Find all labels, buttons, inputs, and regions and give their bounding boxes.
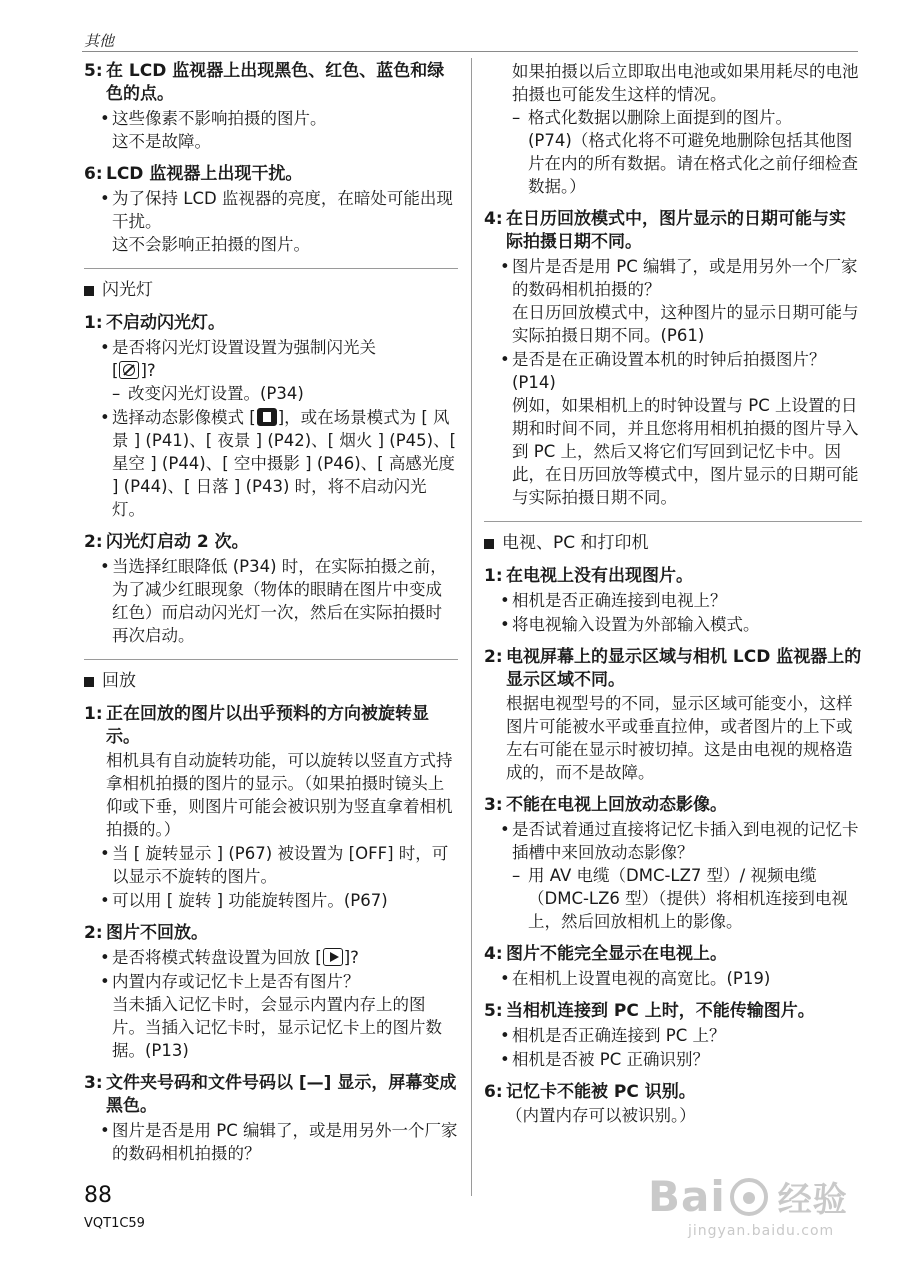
faq-sub-item: – 改变闪光灯设置。(P34)	[112, 384, 304, 403]
faq-question: 5: 当相机连接到 PC 上时，不能传输图片。	[484, 1001, 815, 1021]
faq-paragraph: 这不是故障。	[112, 132, 211, 151]
faq-bullet: • 这些像素不影响拍摄的图片。	[100, 109, 327, 128]
watermark-url: jingyan.baidu.com	[688, 1223, 835, 1239]
faq-question: 5: 在 LCD 监视器上出现黑色、红色、蓝色和绿色的点。	[84, 61, 445, 104]
faq-question: 6: 记忆卡不能被 PC 识别。	[484, 1082, 696, 1102]
section-rule	[484, 521, 862, 522]
faq-question: 1: 在电视上没有出现图片。	[484, 566, 693, 586]
flash-off-icon	[119, 361, 139, 379]
section-heading-playback: 回放	[84, 670, 458, 693]
faq-bullet: • 将电视输入设置为外部输入模式。	[500, 615, 760, 634]
faq-question: 2: 闪光灯启动 2 次。	[84, 532, 249, 552]
header-rule	[82, 51, 858, 52]
square-bullet-icon	[84, 677, 94, 687]
faq-bullet: • 图片是否是用 PC 编辑了，或是用另外一个厂家的数码相机拍摄的？	[500, 257, 858, 299]
faq-bullet: • 是否是在正确设置本机的时钟后拍摄图片？ (P14)	[500, 350, 826, 392]
square-bullet-icon	[84, 286, 94, 296]
faq-question: 3: 不能在电视上回放动态影像。	[484, 795, 727, 815]
faq-bullet: • 相机是否正确连接到 PC 上？	[500, 1026, 726, 1045]
section-rule	[84, 659, 458, 660]
square-bullet-icon	[484, 539, 494, 549]
faq-question: 1: 正在回放的图片以出乎预料的方向被旋转显示。	[84, 704, 429, 747]
faq-bullet: • 是否将闪光灯设置设置为强制闪光关 [ ]?	[100, 338, 376, 380]
right-column	[484, 60, 862, 1127]
faq-bullet: • 图片是否是用 PC 编辑了，或是用另外一个厂家的数码相机拍摄的？	[100, 1121, 458, 1163]
faq-bullet: • 相机是否被 PC 正确识别？	[500, 1050, 709, 1069]
section-rule	[84, 268, 458, 269]
faq-bullet: • 为了保持 LCD 监视器的亮度，在暗处可能出现干扰。	[100, 189, 453, 231]
watermark-logo: Bai 经验	[648, 1172, 848, 1221]
faq-paragraph: 当未插入记忆卡时，会显示内置内存上的图片。当插入记忆卡时，显示记忆卡上的图片数据。(P13)	[112, 995, 442, 1060]
section-heading-tv-pc-printer: 电视、PC 和打印机	[484, 532, 862, 555]
watermark	[648, 1172, 888, 1268]
faq-paragraph: 在日历回放模式中，这种图片的显示日期可能与实际拍摄日期不同。(P61)	[512, 303, 859, 345]
faq-bullet: • 当选择红眼降低 (P34) 时，在实际拍摄之前，为了减少红眼现象（物体的眼睛在图片中变成红色）而启动闪光灯一次，然后在实际拍摄时再次启动。	[100, 557, 447, 645]
faq-paragraph: 如果拍摄以后立即取出电池或如果用耗尽的电池拍摄也可能发生这样的情况。	[512, 62, 859, 104]
section-heading-flash: 闪光灯	[84, 279, 458, 302]
faq-sub-item: – 用 AV 电缆（DMC-LZ7 型）/ 视频电缆（DMC-LZ6 型）（提供）将相机连接到电视上，然后回放相机上的影像。	[512, 866, 848, 931]
faq-bullet: • 相机是否正确连接到电视上？	[500, 591, 727, 610]
playback-icon	[323, 948, 343, 966]
faq-paragraph: （内置内存可以被识别。）	[506, 1106, 696, 1125]
faq-bullet: • 是否将模式转盘设置为回放 [ ]?	[100, 948, 359, 967]
faq-bullet: • 内置内存或记忆卡上是否有图片？	[100, 972, 360, 991]
left-column	[84, 60, 458, 1165]
faq-question: 2: 电视屏幕上的显示区域与相机 LCD 监视器上的显示区域不同。	[484, 647, 862, 690]
faq-sub-item: – 格式化数据以删除上面提到的图片。	[512, 108, 792, 127]
faq-bullet: • 在相机上设置电视的高宽比。(P19)	[500, 969, 771, 988]
faq-question: 3: 文件夹号码和文件号码以 [—] 显示，屏幕变成黑色。	[84, 1073, 457, 1116]
faq-paragraph: 例如，如果相机上的时钟设置与 PC 上设置的日期和时间不同，并且您将用相机拍摄的图片导入到 PC 上，然后又将它们写回到记忆卡中。因此，在日历回放等模式中，图片显示的日期可能与实际拍摄日期不同。	[512, 396, 859, 507]
baidu-paw-icon	[730, 1178, 768, 1216]
faq-bullet: • 是否试着通过直接将记忆卡插入到电视的记忆卡插槽中来回放动态影像？	[500, 820, 859, 862]
faq-paragraph: 这不会影响正拍摄的图片。	[112, 235, 310, 254]
faq-paragraph: 相机具有自动旋转功能，可以旋转以竖直方式持拿相机拍摄的图片的显示。（如果拍摄时镜头上仰或下垂，则图片可能会被识别为竖直拿着相机拍摄的。）	[106, 751, 453, 839]
faq-question: 4: 图片不能完全显示在电视上。	[484, 944, 727, 964]
faq-bullet: • 可以用 [ 旋转 ] 功能旋转图片。(P67)	[100, 891, 388, 910]
faq-bullet: • 选择动态影像模式 [ ]，或在场景模式为 [ 风景 ] (P41)、[ 夜景 ] (P42)、[ 烟火 ] (P45)、[ 星空 ] (P44)、[ 空中摄影 ] (P46)、[ 高感光度 ] (P44)、[ 日落 ] (P43) 时，将不启动闪光灯。	[100, 408, 457, 519]
column-divider	[471, 58, 472, 1196]
model-code: VQT1C59	[84, 1216, 145, 1231]
faq-question: 1: 不启动闪光灯。	[84, 313, 225, 333]
header-section-label: 其他	[84, 32, 115, 50]
faq-paragraph: 根据电视型号的不同，显示区域可能变小，这样图片可能被水平或垂直拉伸，或者图片的上下或左右可能在显示时被切掉。这是由电视的规格造成的，而不是故障。	[506, 694, 853, 782]
page-number: 88	[84, 1183, 112, 1208]
faq-bullet: • 当 [ 旋转显示 ] (P67) 被设置为 [OFF] 时，可以显示不旋转的图片。	[100, 844, 449, 886]
faq-question: 2: 图片不回放。	[84, 923, 208, 943]
faq-question: 6: LCD 监视器上出现干扰。	[84, 164, 303, 184]
faq-question: 4: 在日历回放模式中，图片显示的日期可能与实际拍摄日期不同。	[484, 209, 846, 252]
faq-paragraph: (P74)（格式化将不可避免地删除包括其他图片在内的所有数据。请在格式化之前仔细检查数据。）	[528, 131, 858, 196]
motion-picture-icon	[257, 408, 277, 426]
